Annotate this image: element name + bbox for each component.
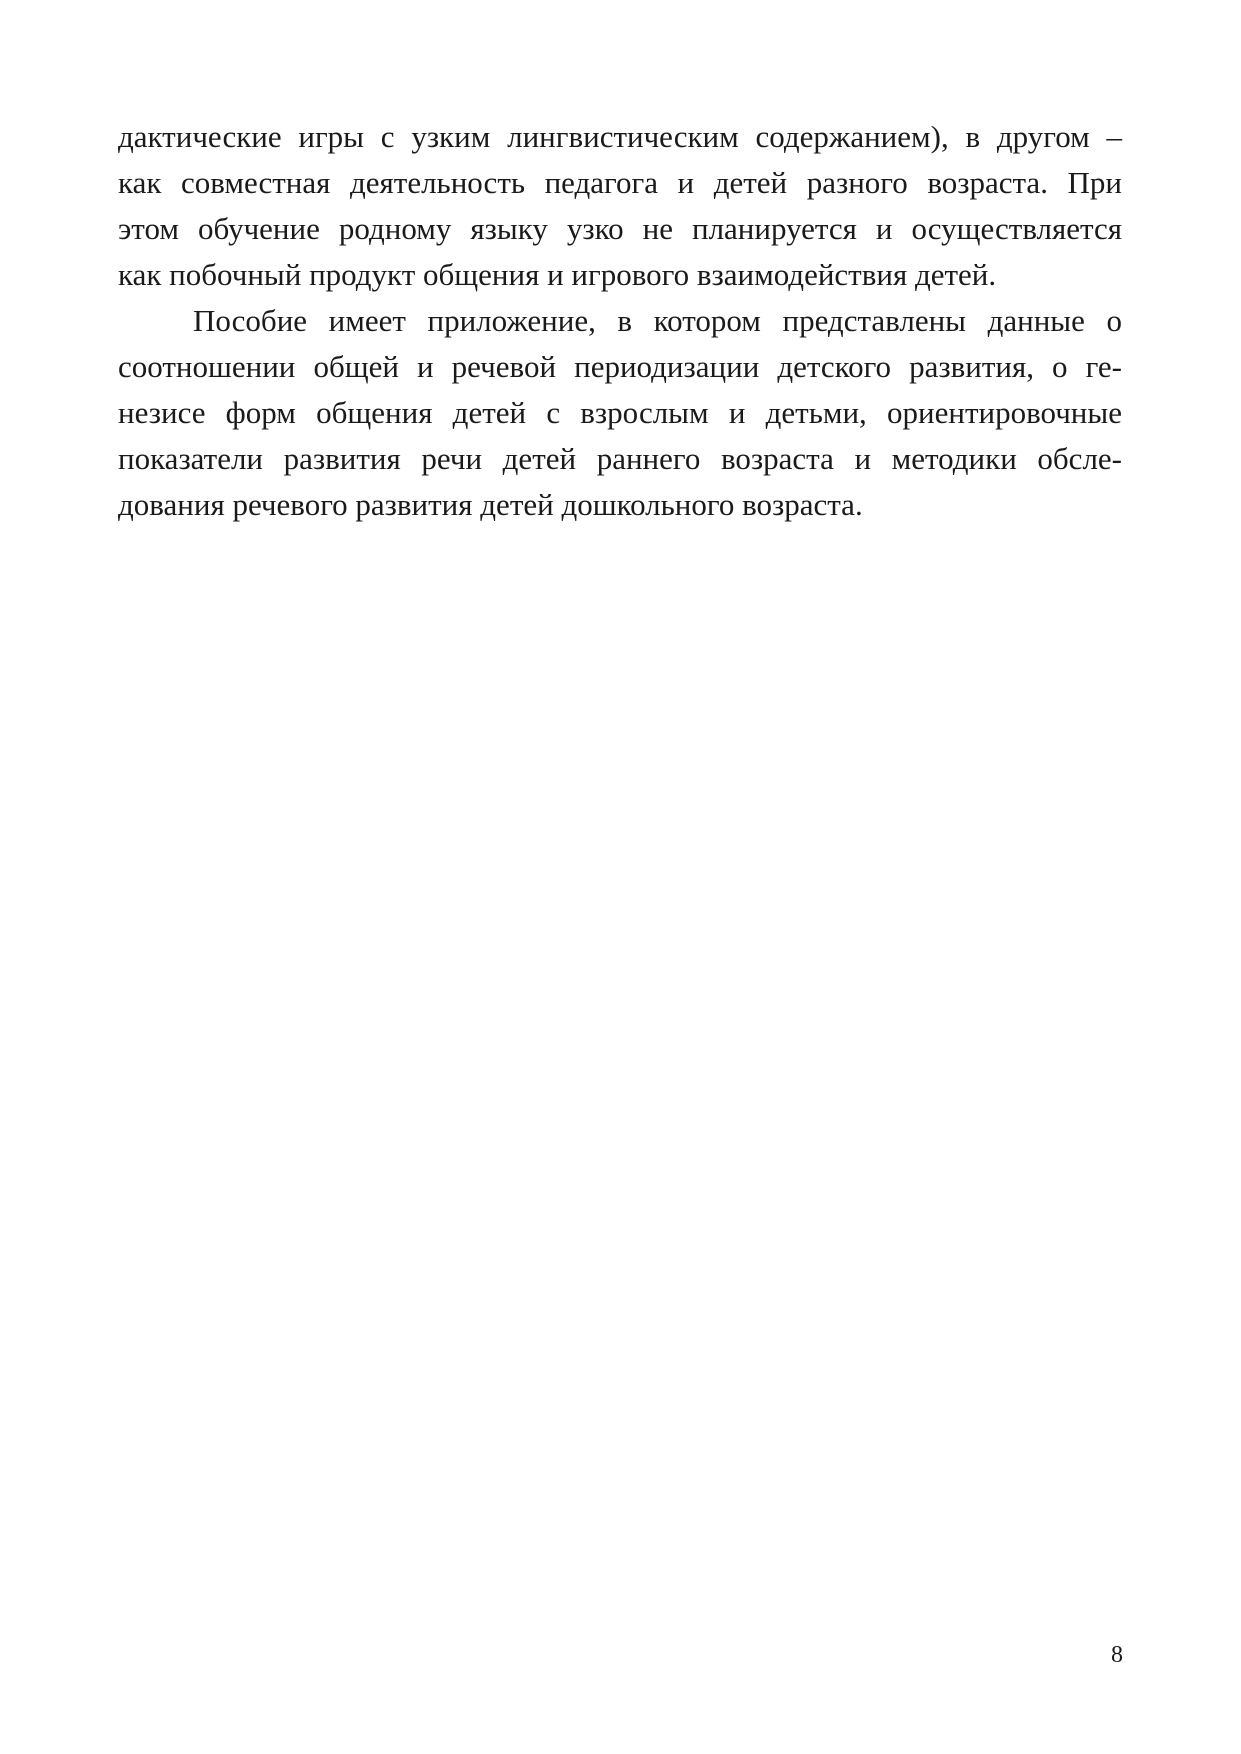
text-line: соотношении общей и речевой периодизации детского развития, о ге- (118, 349, 1122, 384)
body-text (118, 114, 1122, 528)
page-number: 8 (1111, 1642, 1123, 1668)
text-line: дования речевого развития детей дошкольного возраста. (118, 487, 863, 522)
paragraph-1 (118, 114, 1122, 298)
text-line: как побочный продукт общения и игрового взаимодействия детей. (118, 257, 997, 292)
text-line: незисе форм общения детей с взрослым и детьми, ориентировочные (118, 395, 1122, 430)
text-line: дактические игры с узким лингвистическим содержанием), в другом – (118, 119, 1122, 154)
text-line: показатели развития речи детей раннего возраста и методики обсле- (118, 441, 1122, 476)
text-line: Пособие имеет приложение, в котором представлены данные о (193, 303, 1122, 338)
text-line: этом обучение родному языку узко не планируется и осуществляется (118, 211, 1122, 246)
text-line: как совместная деятельность педагога и детей разного возраста. При (118, 165, 1122, 200)
paragraph-2 (118, 298, 1122, 528)
